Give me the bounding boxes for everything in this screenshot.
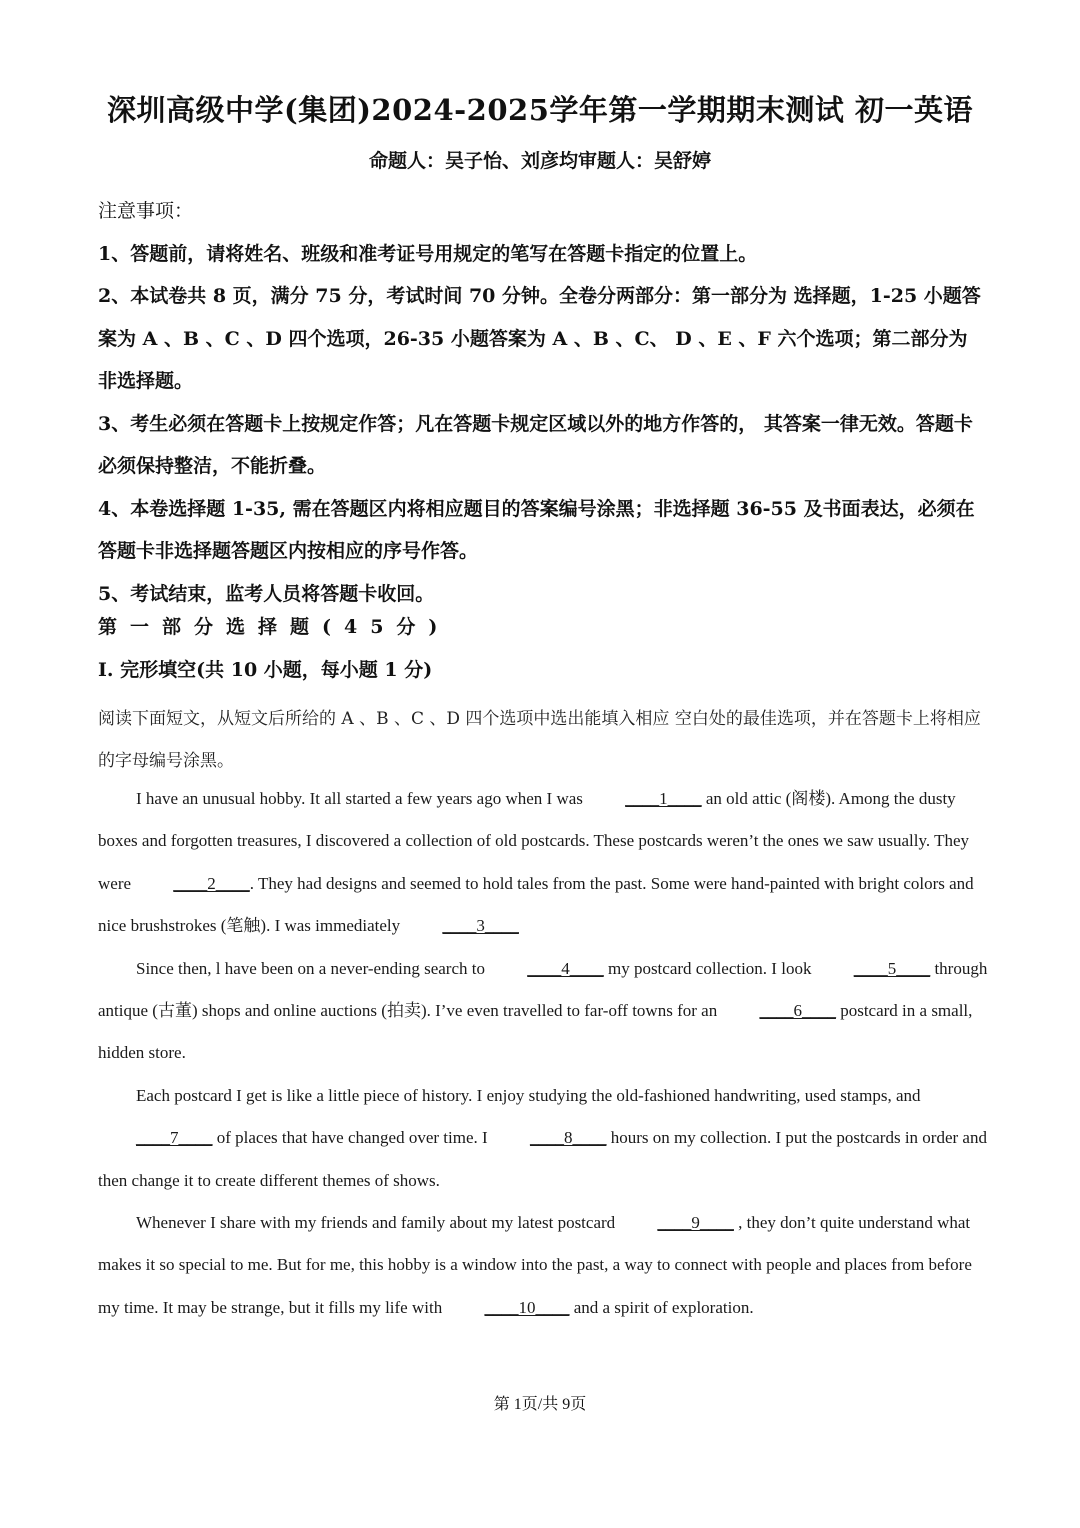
cloze-blank-8: ____8____ xyxy=(529,1128,607,1148)
passage-text: my postcard collection. I look xyxy=(603,958,816,978)
part-one-heading: 第一部分选择题(45分) xyxy=(98,616,451,638)
passage-paragraph-1 xyxy=(98,778,990,948)
passage-text: Each postcard I get is like a little piece of history. I enjoy studying the old-fashioned handwriting, used stamps, and xyxy=(136,1085,921,1105)
cloze-blank-10: ____10____ xyxy=(484,1297,570,1317)
page-number-footer: 第 1页/共 9页 xyxy=(493,1396,587,1413)
cloze-blank-2: ____2____ xyxy=(173,873,250,893)
cloze-section-heading: I. 完形填空(共 10 小题，每小题 1 分) xyxy=(98,659,433,681)
cloze-blank-4: ____4____ xyxy=(527,958,604,978)
passage-paragraph-2 xyxy=(98,948,990,1075)
notes-section xyxy=(98,190,986,615)
note-item-2: 2、本试卷共 8 页，满分 75 分，考试时间 70 分钟。全卷分两部分：第一部分为 选择题，1-25 小题答案为 A 、B 、C 、D 四个选项，26-35 小题答案为 A 、B 、C、 D 、E 、F 六个选项；第二部分为非选择题。 xyxy=(98,285,981,392)
passage-text: , they don’t quite understand what makes it so special to me. But for me, this hobby is a window into the past, a way to connect with people and places from before my time. It may be strange, but it fills my life with xyxy=(98,1213,972,1317)
note-item-3: 3、考生必须在答题卡上按规定作答；凡在答题卡规定区域以外的地方作答的， 其答案一律无效。答题卡必须保持整洁，不能折叠。 xyxy=(98,412,973,477)
cloze-blank-5: ____5____ xyxy=(853,958,931,978)
passage-text: through antique (古董) shops and online auctions (拍卖). I’ve even travelled to far-off towns for an xyxy=(98,958,988,1021)
note-item-5: 5、考试结束，监考人员将答题卡收回。 xyxy=(98,582,435,605)
cloze-blank-7: ____7____ xyxy=(136,1128,213,1148)
cloze-blank-3: ____3____ xyxy=(442,916,519,936)
passage-text: Whenever I share with my friends and family about my latest postcard xyxy=(136,1213,620,1233)
passage-text: an old attic (阁楼). Among the dusty boxes and forgotten treasures, I discovered a collection of old postcards. These postcards weren’t the ones we saw usually. They were xyxy=(98,789,970,893)
note-item-1: 1、答题前，请将姓名、班级和准考证号用规定的笔写在答题卡指定的位置上。 xyxy=(98,242,758,265)
passage-text: hours on my collection. I put the postcards in order and then change it to create different themes of shows. xyxy=(98,1128,987,1190)
passage-text: and a spirit of exploration. xyxy=(569,1297,754,1317)
passage-text: postcard in a small, hidden store. xyxy=(98,1001,973,1063)
passage-paragraph-4 xyxy=(98,1202,990,1329)
exam-title: 深圳高级中学(集团)2024-2025学年第一学期期末测试 初一英语 xyxy=(106,93,973,127)
passage-paragraph-3 xyxy=(98,1075,990,1202)
passage-text: of places that have changed over time. I xyxy=(212,1128,492,1148)
cloze-passage xyxy=(98,778,990,1329)
cloze-blank-1: ____1____ xyxy=(625,789,702,808)
passage-text: Since then, l have been on a never-ending search to xyxy=(136,958,490,978)
note-item-4: 4、本卷选择题 1-35, 需在答题区内将相应题目的答案编号涂黑；非选择题 36-55 及书面表达，必须在答题卡非选择题答题区内按相应的序号作答。 xyxy=(98,497,975,562)
notes-heading: 注意事项： xyxy=(98,200,194,222)
passage-text: I have an unusual hobby. It all started a few years ago when I was xyxy=(136,789,588,808)
cloze-instructions: 阅读下面短文，从短文后所给的 A 、B 、C 、D 四个选项中选出能填入相应 空白处的最佳选项，并在答题卡上将相应的字母编号涂黑。 xyxy=(98,709,981,771)
exam-authors: 命题人：吴子怡、刘彦均审题人：吴舒婷 xyxy=(368,150,711,172)
cloze-blank-9: ____9____ xyxy=(657,1213,734,1233)
passage-text: . They had designs and seemed to hold tales from the past. Some were hand-painted with bright colors and nice brushstrokes (笔触). I was immediately xyxy=(98,873,974,936)
cloze-blank-6: ____6____ xyxy=(759,1001,836,1021)
